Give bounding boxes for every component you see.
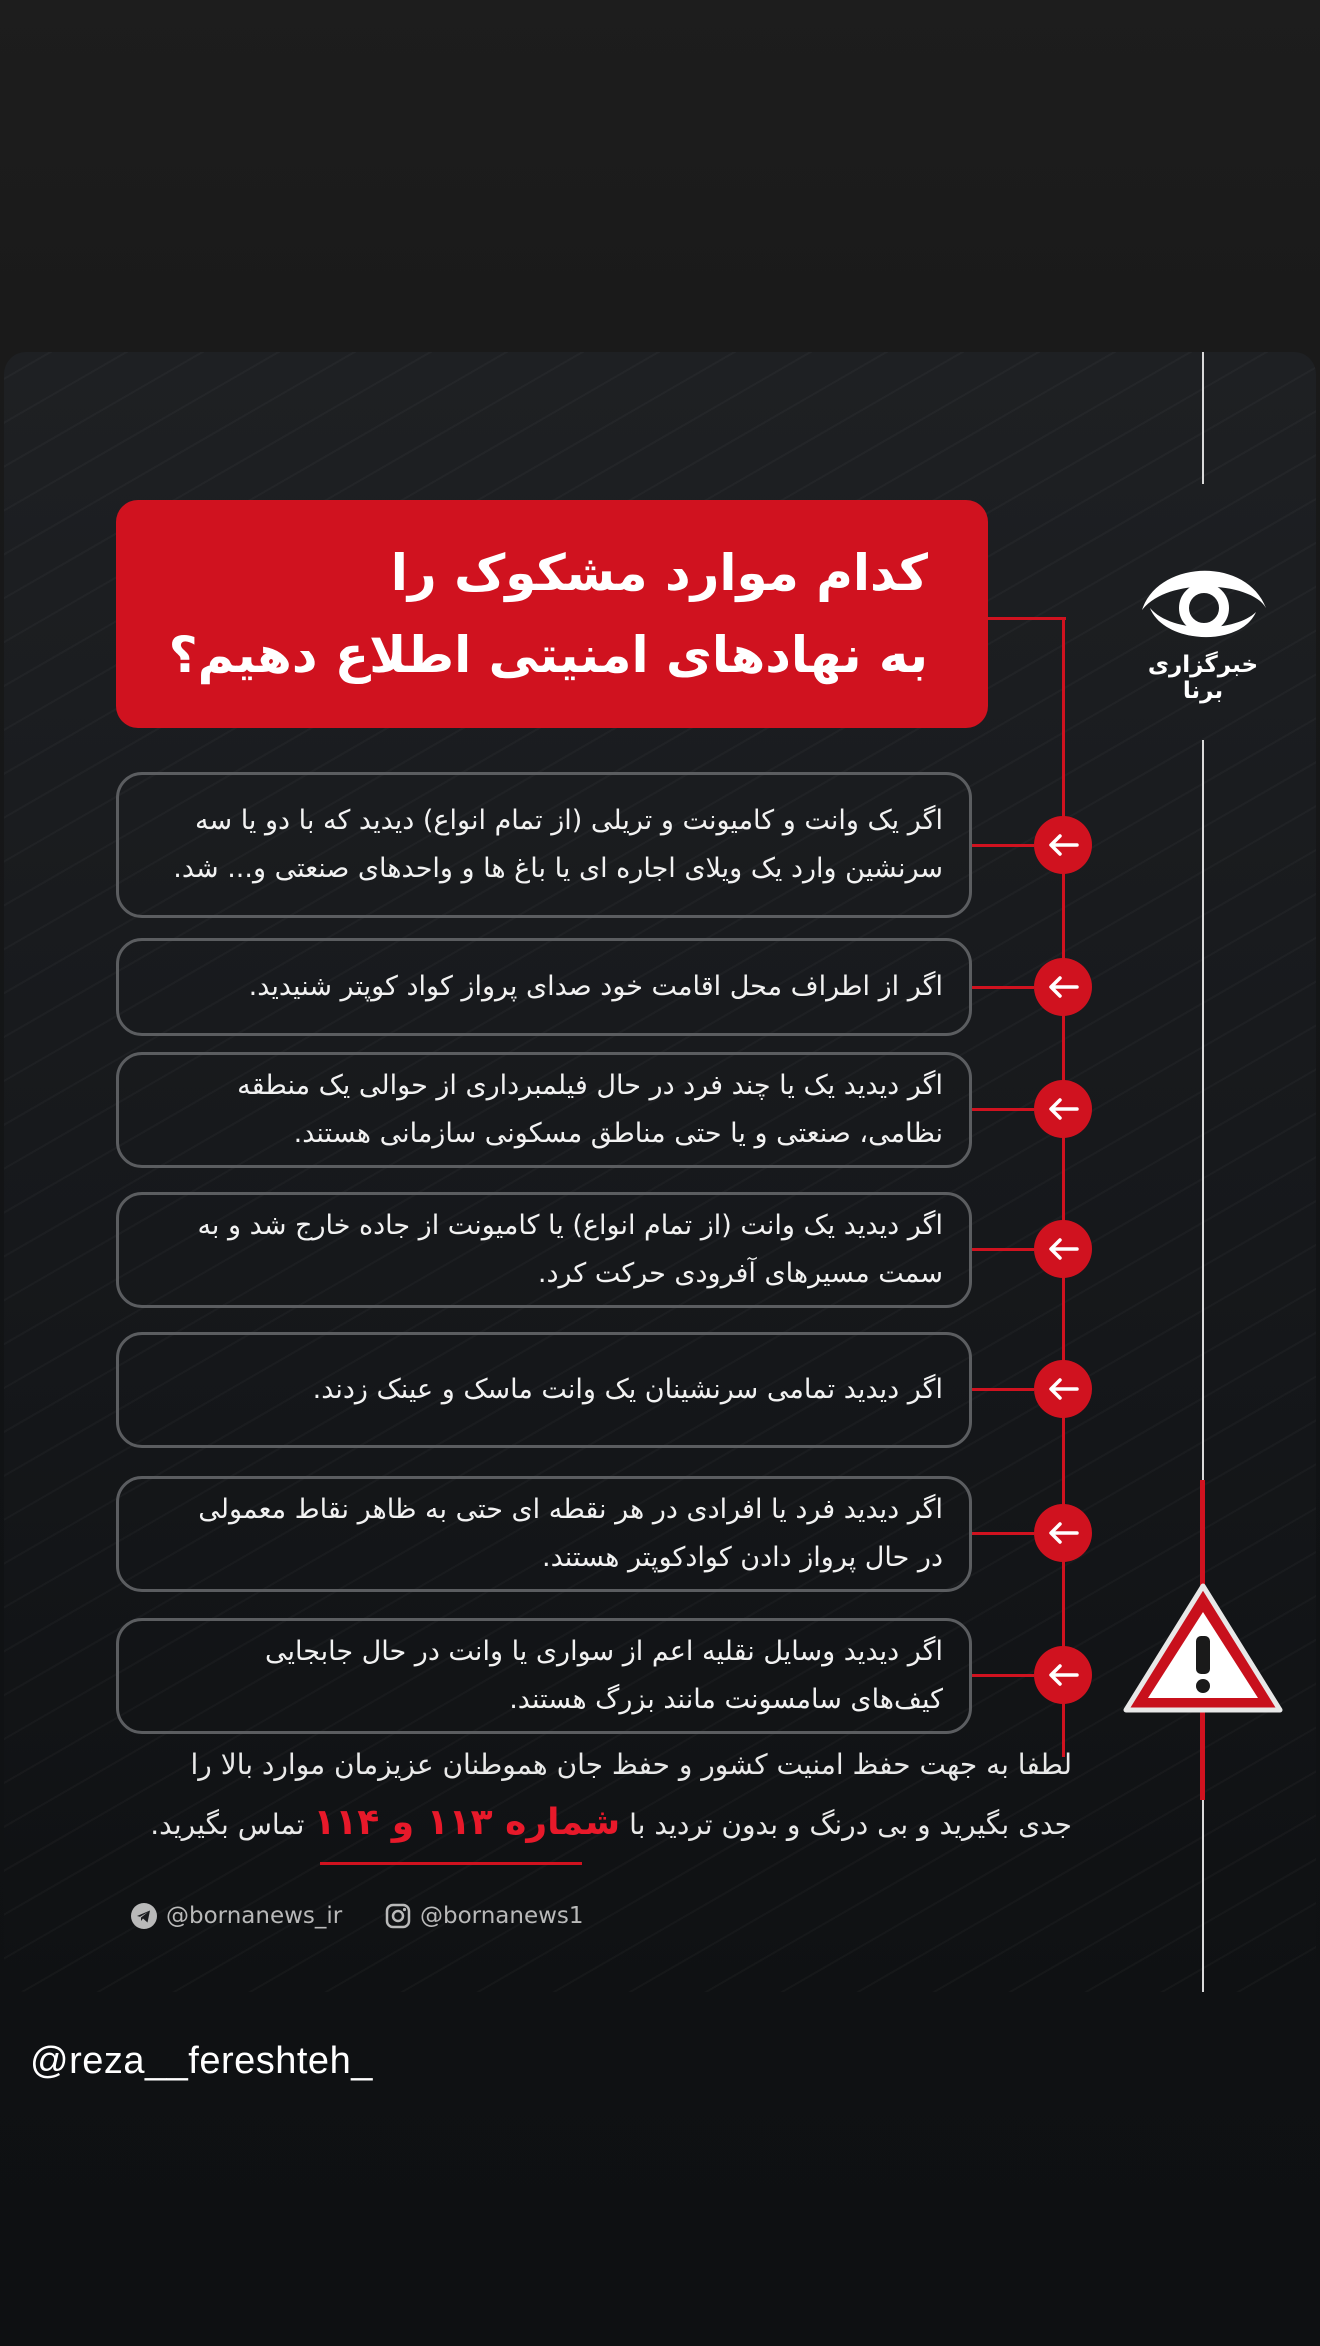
title-banner — [116, 500, 988, 728]
divider-line-top — [1202, 352, 1204, 484]
list-item — [116, 1618, 972, 1734]
logo-label: خبرگزاری برنا — [1147, 652, 1259, 704]
list-item — [116, 772, 972, 918]
item-connector — [972, 1108, 1034, 1111]
list-item — [116, 1052, 972, 1168]
item-connector — [972, 1532, 1034, 1535]
warning-icon — [1120, 1578, 1286, 1718]
item-text-5: اگر دیدید تمامی سرنشینان یک وانت ماسک و عینک زدند. — [312, 1374, 943, 1405]
borna-logo — [1128, 552, 1278, 712]
timeline-red-line — [1062, 617, 1065, 1757]
arrow-left-icon — [1034, 1220, 1092, 1278]
divider-line-bottom — [1202, 740, 1204, 1992]
item-text-6: اگر دیدید فرد یا افرادی در هر نقطه ای حتی به ظاهر نقاط معمولی در حال پرواز دادن کوادکوپتر هستند. — [198, 1494, 943, 1573]
instagram-icon — [384, 1902, 412, 1930]
footer-line-2: جدی بگیرید و بی درنگ و بدون تردید با شماره ۱۱۳ و ۱۱۴ تماس بگیرید. — [150, 1802, 1072, 1843]
item-connector — [972, 986, 1034, 989]
item-text-2: اگر از اطراف محل اقامت خود صدای پرواز کواد کوپتر شنیدید. — [248, 971, 943, 1002]
footer-note — [124, 1736, 1072, 1854]
list-item — [116, 1192, 972, 1308]
telegram-icon — [130, 1902, 158, 1930]
telegram-handle[interactable]: @bornanews_ir — [130, 1896, 342, 1936]
item-connector — [972, 1388, 1034, 1391]
list-item — [116, 1332, 972, 1448]
arrow-left-icon — [1034, 1504, 1092, 1562]
title-connector — [988, 617, 1066, 620]
infographic-card — [4, 352, 1316, 1992]
arrow-left-icon — [1034, 958, 1092, 1016]
arrow-left-icon — [1034, 1646, 1092, 1704]
arrow-left-icon — [1034, 1360, 1092, 1418]
list-item — [116, 1476, 972, 1592]
item-connector — [972, 1674, 1034, 1677]
title-line-1: کدام موارد مشکوک را — [390, 544, 928, 602]
arrow-left-icon — [1034, 1080, 1092, 1138]
item-connector — [972, 1248, 1034, 1251]
item-text-4: اگر دیدید یک وانت (از تمام انواع) یا کامیونت از جاده خارج شد و به سمت مسیرهای آفرودی حرکت کرد. — [197, 1210, 943, 1289]
story-author-handle[interactable]: @reza__fereshteh_ — [30, 2040, 373, 2082]
borna-eye-logo-icon — [1128, 552, 1278, 652]
item-text-1: اگر یک وانت و کامیونت و تریلی (از تمام انواع) دیدید که با دو یا سه سرنشین وارد یک ویلای اجاره ای یا باغ ها و واحدهای صنعتی و... شد. — [173, 805, 943, 884]
arrow-left-icon — [1034, 816, 1092, 874]
list-item — [116, 938, 972, 1036]
item-connector — [972, 844, 1034, 847]
item-text-3: اگر دیدید یک یا چند فرد در حال فیلمبرداری از حوالی یک منطقه نظامی، صنعتی و یا حتی مناطق مسکونی سازمانی هستند. — [237, 1070, 943, 1149]
title-line-2: به نهادهای امنیتی اطلاع دهیم؟ — [168, 626, 928, 684]
hotline-numbers: شماره ۱۱۳ و ۱۱۴ — [313, 1802, 621, 1843]
footer-line-1: لطفا به جهت حفظ امنیت کشور و حفظ جان هموطنان عزیزمان موارد بالا را — [190, 1748, 1072, 1781]
hotline-underline — [320, 1862, 582, 1865]
instagram-handle[interactable]: @bornanews1 — [384, 1896, 584, 1936]
item-text-7: اگر دیدید وسایل نقلیه اعم از سواری یا وانت در حال جابجایی کیف‌های سامسونت مانند بزرگ هستند. — [264, 1636, 943, 1715]
